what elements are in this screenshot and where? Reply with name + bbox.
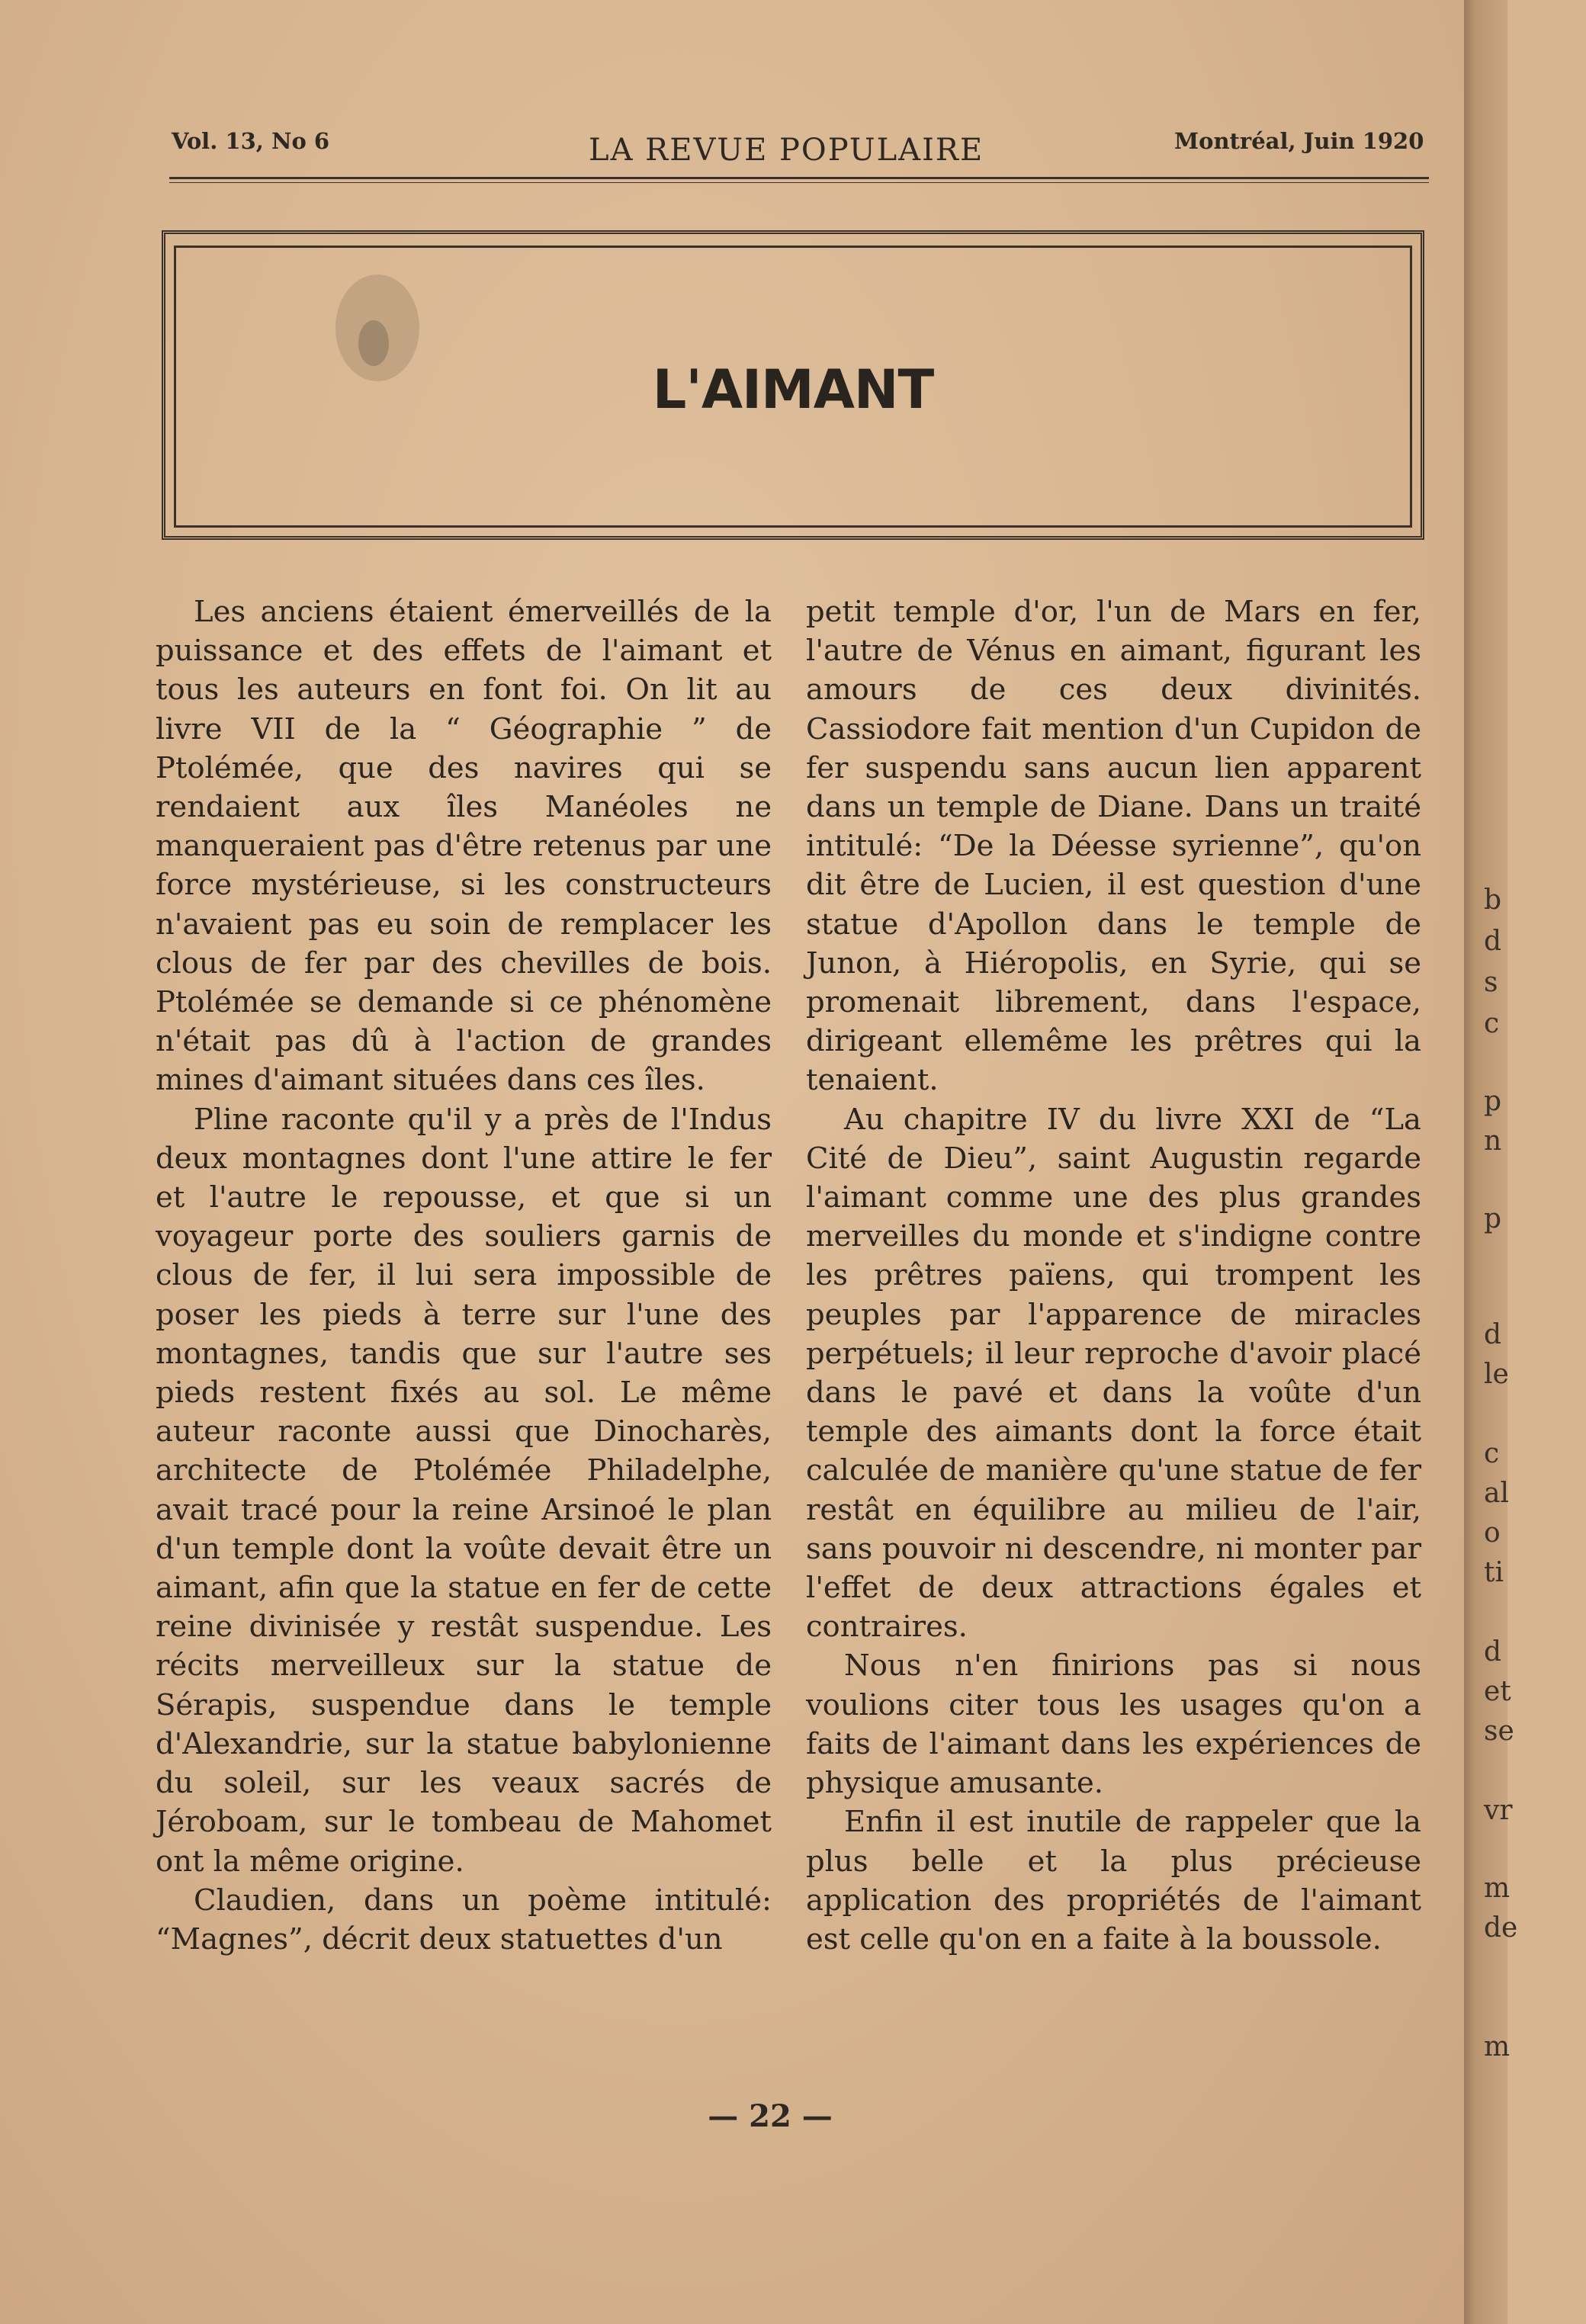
paragraph: petit temple d'or, l'un de Mars en fer, l'autre de Vénus en aimant, figurant les amours de ces deux divinités. Cassiodore fait mention d'un Cupidon de fer suspendu sans aucun lien apparent dans un temple de Diane. Dans un traité intitulé: “De la Déesse syrienne”, qu'on dit être de Lucien, il est question d'une statue d'Apollon dans le temple de Junon, à Hiéropolis, en Syrie, qui se promenait librement, dans l'espace, dirigeant ellemême les prêtres qui la tenaient.: [806, 595, 1421, 1098]
adjacent-text-fragment: d: [1484, 1636, 1502, 1668]
adjacent-text-fragment: n: [1484, 1125, 1502, 1157]
paragraph: Claudien, dans un poème intitulé: “Magnes”, décrit deux statuettes d'un: [156, 1883, 772, 1956]
adjacent-text-fragment: d: [1484, 1319, 1502, 1350]
right-column: [806, 592, 1421, 1959]
page-number: — 22 —: [708, 2098, 833, 2134]
paragraph: Les anciens étaient émerveillés de la puissance et des effets de l'aimant et tous les auteurs en font foi. On lit au livre VII de la “ Géographie ” de Ptolémée, que des navires qui se rendaient aux îles Manéoles ne manqueraient pas d'être retenus par une force mystérieuse, si les constructeurs n'avaient pas eu soin de remplacer les clous de fer par des chevilles de bois. Ptolémée se demande si ce phénomène n'était pas dû à l'action de grandes mines d'aimant situées dans ces îles.: [156, 595, 772, 1098]
paragraph: Nous n'en finirions pas si nous voulions citer tous les usages qu'on a faits de l'aimant dans les expériences de physique amusante.: [806, 1648, 1421, 1801]
adjacent-text-fragment: se: [1484, 1716, 1514, 1747]
adjacent-text-fragment: p: [1484, 1086, 1502, 1117]
article-title: L'AIMANT: [652, 358, 934, 421]
adjacent-page-edge: [1464, 0, 1518, 2324]
adjacent-text-fragment: m: [1484, 2031, 1511, 2062]
adjacent-text-fragment: p: [1484, 1203, 1502, 1234]
publication-name: LA REVUE POPULAIRE: [589, 133, 984, 168]
adjacent-text-fragment: de: [1484, 1912, 1518, 1944]
adjacent-text-fragment: al: [1484, 1478, 1509, 1509]
adjacent-text-fragment: o: [1484, 1517, 1501, 1549]
adjacent-text-fragment: m: [1484, 1873, 1511, 1904]
header-rule-thin: [169, 182, 1429, 183]
volume-number: Vol. 13, No 6: [172, 128, 330, 154]
adjacent-text-fragment: vr: [1484, 1795, 1513, 1826]
adjacent-text-fragment: c: [1484, 1008, 1500, 1039]
adjacent-text-fragment: le: [1484, 1359, 1509, 1390]
header-rule: [169, 177, 1429, 179]
adjacent-text-fragment: ti: [1484, 1557, 1504, 1588]
paragraph: Enfin il est inutile de rappeler que la plus belle et la plus précieuse application des propriétés de l'aimant est celle qu'on en a faite à la boussole.: [806, 1805, 1421, 1956]
adjacent-text-fragment: d: [1484, 926, 1502, 957]
adjacent-text-fragment: b: [1484, 884, 1502, 916]
adjacent-text-fragment: c: [1484, 1438, 1500, 1469]
left-column: [156, 592, 772, 1959]
place-date: Montréal, Juin 1920: [1174, 128, 1424, 154]
adjacent-text-fragment: s: [1484, 967, 1498, 998]
paragraph: Pline raconte qu'il y a près de l'Indus deux montagnes dont l'une attire le fer et l'autre le repousse, et que si un voyageur porte des souliers garnis de clous de fer, il lui sera impossible de poser les pieds à terre sur l'une des montagnes, tandis que sur l'autre ses pieds restent fixés au sol. Le même auteur raconte aussi que Dinocharès, architecte de Ptolémée Philadelphe, avait tracé pour la reine Arsinoé le plan d'un temple dont la voûte devait être un aimant, afin que la statue en fer de cette reine divinisée y restât suspendue. Les récits merveilleux sur la statue de Sérapis, suspendue dans le temple d'Alexandrie, sur la statue babylonienne du soleil, sur les veaux sacrés de Jéroboam, sur le tombeau de Mahomet ont la même origine.: [156, 1102, 772, 1879]
paragraph: Au chapitre IV du livre XXI de “La Cité de Dieu”, saint Augustin regarde l'aimant comme une des plus grandes merveilles du monde et s'indigne contre les prêtres païens, qui trompent les peuples par l'apparence de miracles perpétuels; il leur reproche d'avoir placé dans le pavé et dans la voûte d'un temple des aimants dont la force était calculée de manière qu'une statue de fer restât en équilibre au milieu de l'air, sans pouvoir ni descendre, ni monter par l'effet de deux attractions égales et contraires.: [806, 1102, 1421, 1645]
adjacent-text-fragment: et: [1484, 1676, 1511, 1707]
